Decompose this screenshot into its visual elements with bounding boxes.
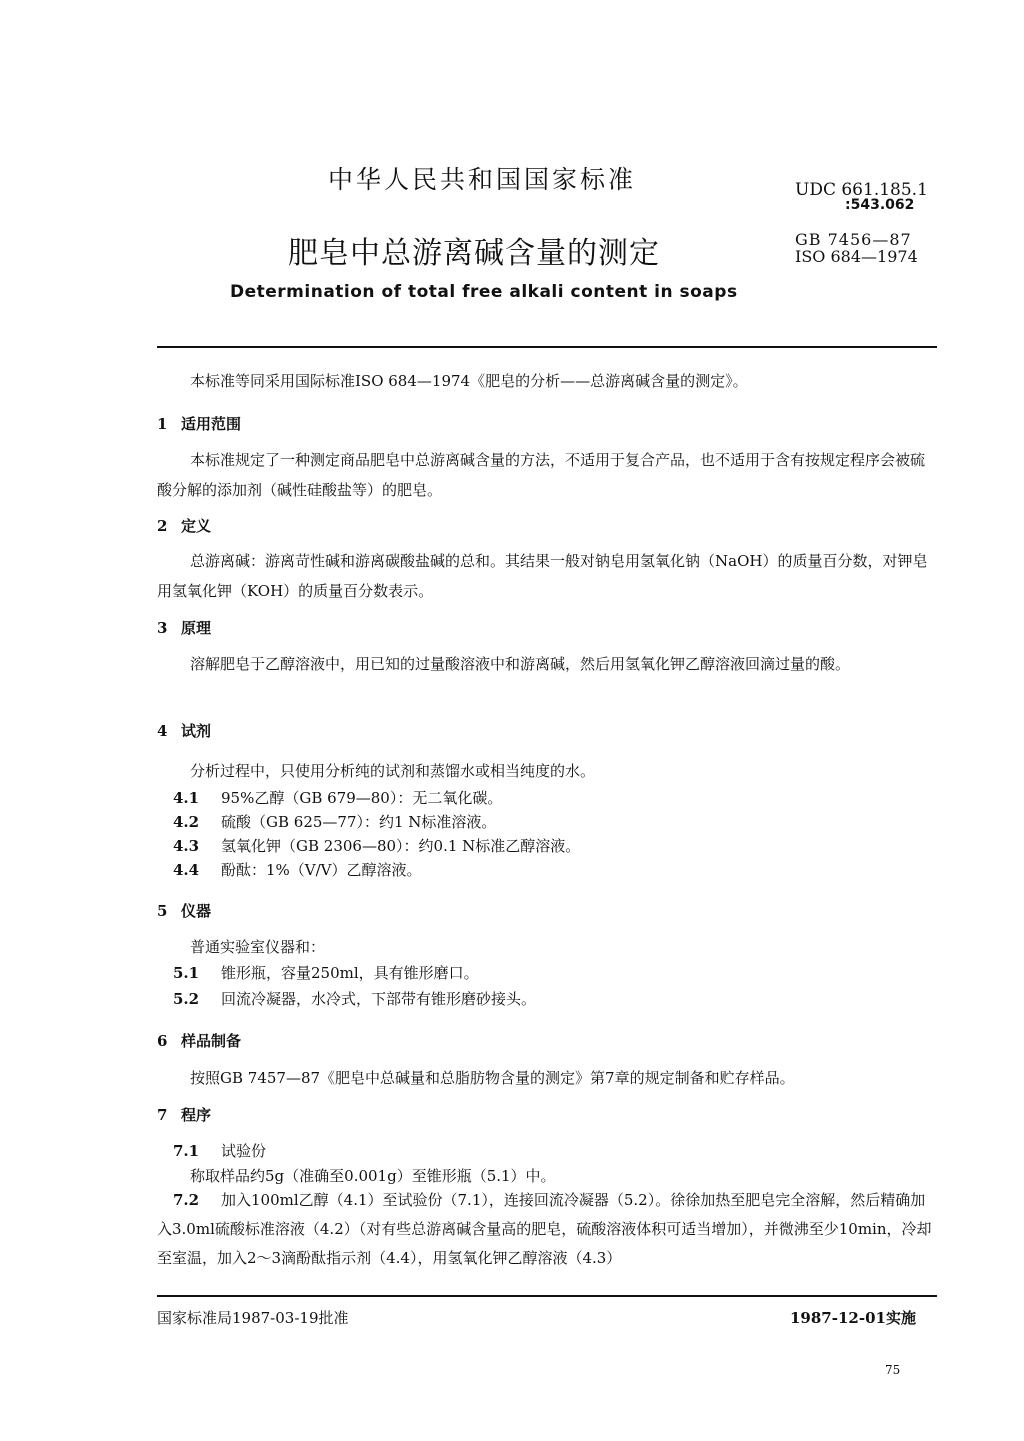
intro-paragraph: 本标准等同采用国际标准ISO 684—1974《肥皂的分析——总游离碱含量的测定》。 [190, 372, 748, 390]
iso-code: ISO 684—1974 [795, 247, 918, 266]
list-item [173, 962, 479, 983]
approval-date: 国家标准局1987-03-19批准 [157, 1309, 349, 1327]
section-2-heading [157, 515, 211, 536]
section-number: 6 [157, 1032, 168, 1050]
section-title: 定义 [181, 517, 212, 535]
section-2-text [157, 546, 937, 606]
section-6-heading [157, 1030, 241, 1051]
subsection-heading [173, 1140, 266, 1161]
udc-code: UDC 661.185.1 [795, 180, 928, 200]
item-number: 4.2 [173, 813, 200, 831]
item-text: 试验份 [221, 1142, 267, 1160]
effective-date: 1987-12-01实施 [790, 1309, 916, 1327]
footer-divider [157, 1295, 937, 1297]
udc-code-continuation: :543.062 [845, 197, 915, 213]
section-3-text [157, 649, 937, 679]
section-3-heading [157, 617, 211, 638]
section-1-heading [157, 413, 241, 434]
section-number: 7 [157, 1106, 168, 1124]
paragraph-text: 溶解肥皂于乙醇溶液中，用已知的过量酸溶液中和游离碱，然后用氢氧化钾乙醇溶液回滴过量的酸。 [190, 655, 851, 673]
section-title: 原理 [181, 619, 212, 637]
section-title: 仪器 [181, 902, 212, 920]
section-number: 1 [157, 415, 168, 433]
section-number: 4 [157, 722, 168, 740]
section-title: 试剂 [181, 722, 212, 740]
item-text: 氢氧化钾（GB 2306—80）：约0.1 N标准乙醇溶液。 [221, 837, 581, 855]
standard-header: 中华人民共和国国家标准 [328, 165, 637, 194]
section-7-heading [157, 1104, 211, 1125]
list-item [173, 988, 536, 1009]
section-4-heading [157, 720, 211, 741]
item-number: 7.1 [173, 1142, 200, 1160]
section-4-intro: 分析过程中，只使用分析纯的试剂和蒸馏水或相当纯度的水。 [190, 762, 596, 780]
section-number: 3 [157, 619, 168, 637]
paragraph-text: 总游离碱：游离苛性碱和游离碳酸盐碱的总和。其结果一般对钠皂用氢氧化钠（NaOH）的质量百分数，对钾皂用氢氧化钾（KOH）的质量百分数表示。 [157, 552, 928, 600]
section-number: 2 [157, 517, 168, 535]
subsection-7-2 [157, 1186, 937, 1273]
item-number: 5.2 [173, 990, 200, 1008]
item-number: 5.1 [173, 964, 200, 982]
item-text: 硫酸（GB 625—77）：约1 N标准溶液。 [221, 813, 497, 831]
item-text: 锥形瓶，容量250ml，具有锥形磨口。 [221, 964, 479, 982]
english-title: Determination of total free alkali content in soaps [230, 282, 738, 302]
document-title: 肥皂中总游离碱含量的测定 [288, 236, 660, 271]
list-item [173, 859, 422, 880]
list-item [173, 811, 496, 832]
section-6-text: 按照GB 7457—87《肥皂中总碱量和总脂肪物含量的测定》第7章的规定制备和贮存样品。 [190, 1069, 795, 1087]
page-number: 75 [885, 1363, 901, 1377]
section-1-text [157, 445, 937, 505]
section-title: 样品制备 [181, 1032, 242, 1050]
section-title: 适用范围 [181, 415, 242, 433]
item-text: 回流冷凝器，水冷式，下部带有锥形磨砂接头。 [221, 990, 537, 1008]
item-text: 95%乙醇（GB 679—80）：无二氧化碳。 [221, 789, 503, 807]
section-number: 5 [157, 902, 168, 920]
section-title: 程序 [181, 1106, 212, 1124]
item-text: 加入100ml乙醇（4.1）至试验份（7.1），连接回流冷凝器（5.2）。徐徐加热至肥皂完全溶解，然后精确加入3.0ml硫酸标准溶液（4.2）（对有些总游离碱含量高的肥皂，硫酸溶液体积可适当增加），并微沸至少10min，冷却至室温，加入2～3滴酚酞指示剂（4.4），用氢氧化钾乙醇溶液（4.3） [157, 1191, 932, 1267]
section-5-heading [157, 900, 211, 921]
header-divider [157, 346, 937, 348]
list-item [173, 835, 580, 856]
paragraph-text: 本标准规定了一种测定商品肥皂中总游离碱含量的方法，不适用于复合产品，也不适用于含有按规定程序会被硫酸分解的添加剂（碱性硅酸盐等）的肥皂。 [157, 451, 926, 499]
item-number: 4.4 [173, 861, 200, 879]
item-number: 4.3 [173, 837, 200, 855]
item-text: 酚酞：1%（V/V）乙醇溶液。 [221, 861, 422, 879]
section-5-intro: 普通实验室仪器和： [190, 938, 326, 956]
item-number: 4.1 [173, 789, 200, 807]
list-item [173, 787, 502, 808]
item-number: 7.2 [173, 1191, 200, 1209]
subsection-text: 称取样品约5g（准确至0.001g）至锥形瓶（5.1）中。 [190, 1167, 556, 1185]
gb-code: GB 7456—87 [795, 230, 912, 249]
